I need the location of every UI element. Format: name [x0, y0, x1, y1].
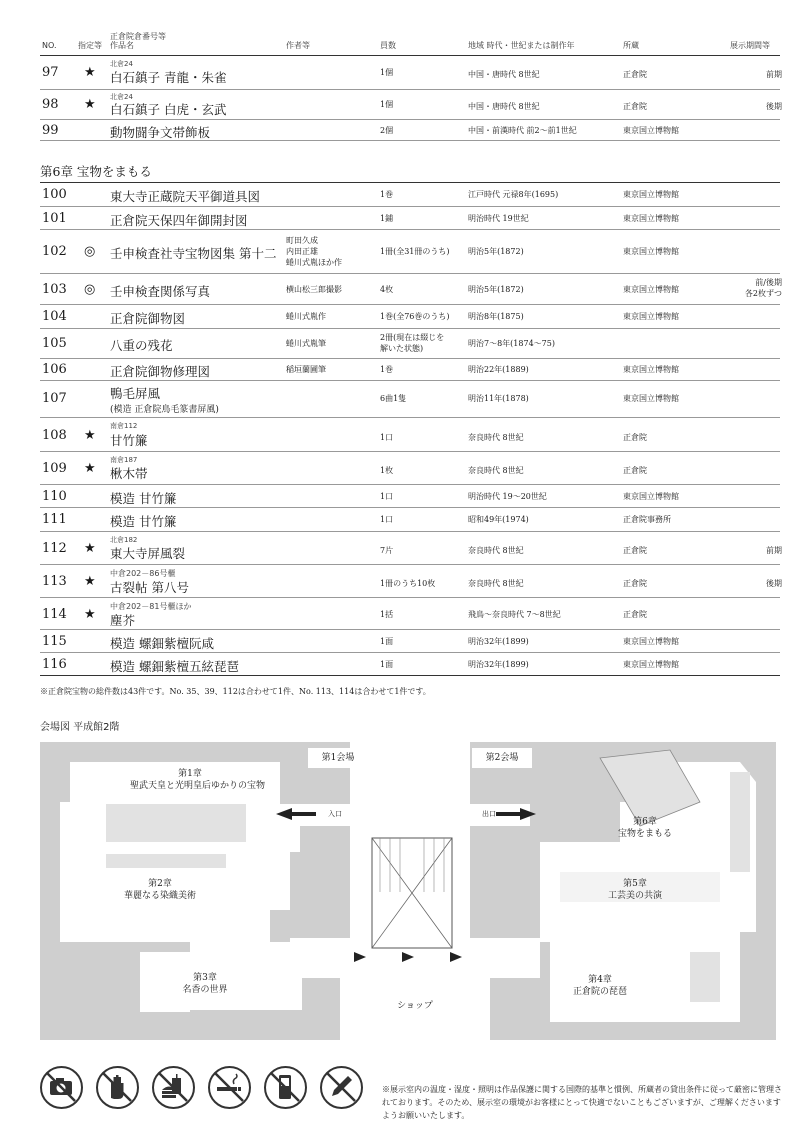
no-touch-icon — [96, 1066, 139, 1109]
quantity: 7片 — [380, 546, 394, 555]
row-no: 106 — [42, 362, 67, 377]
chapter4-label — [560, 974, 640, 998]
chapter2-label — [110, 878, 210, 902]
chapter3-title: 名香の世界 — [182, 985, 228, 995]
owner: 東京国立博物館 — [623, 190, 679, 199]
designation-mark: ★ — [84, 607, 96, 622]
chapter2-num: 第2章 — [148, 879, 172, 889]
work-title: 塵芥 — [110, 613, 136, 628]
period: 江戸時代 元禄8年(1695) — [468, 190, 559, 199]
work-title: 模造 甘竹簾 — [110, 514, 177, 529]
owner: 正倉院 — [623, 546, 647, 555]
author: 蜷川式胤作 — [286, 312, 326, 321]
entrance-label: 入口 — [328, 810, 342, 818]
col-no: NO. — [42, 41, 57, 50]
period: 明治8年(1875) — [468, 312, 524, 321]
work-subtitle: (模造 正倉院鳥毛篆書屏風) — [110, 405, 219, 415]
designation-mark: ◎ — [84, 244, 96, 259]
period: 明治時代 19世紀 — [468, 214, 529, 223]
chapter3-label — [170, 972, 240, 996]
footnote: ※正倉院宝物の総件数は43件です。No. 35、39、112は合わせて1件、No. 113、114は合わせて1件です。 — [40, 687, 431, 696]
work-title: 東大寺屏風裂 — [110, 546, 186, 561]
row-no: 104 — [42, 309, 67, 324]
storage-no: 北倉24 — [110, 60, 133, 68]
col-author: 作者等 — [286, 41, 310, 50]
work-title: 甘竹簾 — [110, 433, 148, 448]
author: 町田久成 内田正雄 蜷川式胤ほか作 — [286, 236, 342, 267]
work-title: 正倉院天保四年御開封図 — [110, 213, 248, 228]
table-row — [40, 451, 780, 484]
designation-mark: ★ — [84, 97, 96, 112]
row-no: 111 — [42, 512, 67, 527]
author: 横山松三郎撮影 — [286, 285, 342, 294]
quantity: 1巻 — [380, 365, 394, 374]
work-title: 動物闘争文帯飾板 — [110, 125, 211, 140]
period: 奈良時代 8世紀 — [468, 579, 524, 588]
exhibit-period: 前期 — [766, 70, 782, 79]
period: 明治時代 19～20世紀 — [468, 492, 547, 501]
owner: 正倉院 — [623, 466, 647, 475]
owner: 正倉院 — [623, 102, 647, 111]
table-row — [40, 89, 780, 119]
owner: 正倉院 — [623, 70, 647, 79]
chapter-heading: 第6章 宝物をまもる — [40, 164, 152, 179]
owner: 正倉院 — [623, 579, 647, 588]
period: 中国・唐時代 8世紀 — [468, 102, 540, 111]
quantity: 6曲1隻 — [380, 394, 407, 403]
designation-mark: ★ — [84, 428, 96, 443]
quantity: 1巻 — [380, 190, 394, 199]
owner: 東京国立博物館 — [623, 394, 679, 403]
table-row — [40, 484, 780, 507]
period: 明治5年(1872) — [468, 247, 524, 256]
owner: 東京国立博物館 — [623, 365, 679, 374]
col-exhibit: 展示期間等 — [730, 41, 770, 50]
row-no: 101 — [42, 211, 67, 226]
row-no: 102 — [42, 244, 67, 259]
quantity: 4枚 — [380, 285, 394, 294]
work-title: 壬申検査関係写真 — [110, 284, 211, 299]
table-row — [40, 564, 780, 597]
owner: 東京国立博物館 — [623, 660, 679, 669]
period: 中国・唐時代 8世紀 — [468, 70, 540, 79]
row-no: 115 — [42, 634, 67, 649]
quantity: 1面 — [380, 660, 394, 669]
quantity: 1口 — [380, 492, 394, 501]
chapter5-label — [600, 878, 670, 902]
period: 明治11年(1878) — [468, 394, 529, 403]
table-row — [40, 417, 780, 451]
chapter5-num: 第5章 — [623, 879, 647, 889]
quantity: 2冊(現在は綴じを 解いた状態) — [380, 333, 445, 353]
owner: 東京国立博物館 — [623, 492, 679, 501]
chapter4-title: 正倉院の琵琶 — [572, 987, 627, 997]
storage-no: 北倉182 — [110, 536, 138, 544]
table-row — [40, 507, 780, 531]
chapter1-num: 第1章 — [178, 769, 202, 779]
owner: 正倉院事務所 — [623, 515, 671, 524]
designation-mark: ★ — [84, 574, 96, 589]
exhibit-period: 前/後期 各2枚ずつ — [744, 278, 782, 298]
owner: 正倉院 — [623, 610, 647, 619]
period: 明治32年(1899) — [468, 637, 529, 646]
designation-mark: ★ — [84, 65, 96, 80]
quantity: 1口 — [380, 433, 394, 442]
work-title: 模造 甘竹簾 — [110, 491, 177, 506]
work-title: 模造 螺鈿紫檀五絃琵琶 — [110, 659, 239, 674]
table-row — [40, 531, 780, 564]
table-row — [40, 119, 780, 141]
col-quantity: 員数 — [380, 41, 396, 50]
shop-label: ショップ — [397, 1001, 433, 1011]
chapter6-num: 第6章 — [633, 817, 657, 827]
author: 蜷川式胤筆 — [286, 339, 326, 348]
row-no: 105 — [42, 336, 67, 351]
owner: 東京国立博物館 — [623, 126, 679, 135]
chapter1-label — [130, 768, 266, 792]
floor-map — [40, 742, 776, 1040]
owner: 正倉院 — [623, 433, 647, 442]
row-no: 100 — [42, 187, 67, 202]
row-no: 98 — [42, 97, 59, 112]
chapter6-label — [610, 816, 680, 840]
period: 中国・前漢時代 前2～前1世紀 — [468, 126, 577, 135]
quantity: 1口 — [380, 515, 394, 524]
table-row — [40, 597, 780, 629]
owner: 東京国立博物館 — [623, 214, 679, 223]
exit-label: 出口 — [482, 810, 496, 818]
disclaimer: ※展示室内の温度・湿度・照明は作品保護に関する国際的基準と慣例、所蔵者の貸出条件に従って厳密に管理されております。そのため、展示室の環境がお客様にとって快適でないこともございますが、ご理解くださいますようお願いいたします。 — [382, 1085, 782, 1120]
table-row — [40, 229, 780, 273]
table-header — [0, 32, 800, 54]
table-row — [40, 328, 780, 358]
work-title: 楸木帯 — [110, 466, 148, 481]
period: 奈良時代 8世紀 — [468, 433, 524, 442]
row-no: 114 — [42, 607, 67, 622]
work-title: 鴨毛屏風 — [110, 386, 161, 401]
table-row — [40, 629, 780, 652]
table-row — [40, 358, 780, 380]
row-no: 103 — [42, 282, 67, 297]
table-row — [40, 273, 780, 304]
col-storage: 正倉院倉番号等 — [110, 32, 166, 41]
period: 奈良時代 8世紀 — [468, 466, 524, 475]
work-title: 模造 螺鈿紫檀阮咸 — [110, 636, 214, 651]
owner: 東京国立博物館 — [623, 247, 679, 256]
storage-no: 中倉202－81号櫃ほか — [110, 602, 192, 611]
exhibit-period: 前期 — [766, 546, 782, 555]
exhibit-period: 後期 — [766, 102, 782, 111]
row-no: 110 — [42, 489, 67, 504]
designation-mark: ◎ — [84, 282, 96, 297]
quantity: 1冊(全31冊のうち) — [380, 247, 450, 256]
no-camera-icon — [40, 1066, 83, 1109]
no-food-icon — [152, 1066, 195, 1109]
period: 明治32年(1899) — [468, 660, 529, 669]
row-no: 109 — [42, 461, 67, 476]
period: 明治5年(1872) — [468, 285, 524, 294]
col-designation: 指定等 — [78, 41, 102, 50]
map-title: 会場図 平成館2階 — [40, 722, 120, 733]
work-title: 古裂帖 第八号 — [110, 580, 189, 595]
quantity: 1枚 — [380, 466, 394, 475]
quantity: 1括 — [380, 610, 394, 619]
chapter6-title: 宝物をまもる — [617, 829, 672, 839]
col-period: 地域 時代・世紀または制作年 — [468, 41, 575, 50]
work-title: 八重の残花 — [110, 338, 173, 353]
hall2-label: 第2会場 — [485, 753, 519, 763]
table-row — [40, 55, 780, 89]
storage-no: 南倉112 — [110, 422, 138, 430]
period: 飛鳥～奈良時代 7～8世紀 — [468, 610, 561, 619]
author: 稲垣蘭圃筆 — [286, 365, 326, 374]
row-no: 112 — [42, 541, 67, 556]
work-title: 正倉院御物図 — [110, 311, 186, 326]
designation-mark: ★ — [84, 541, 96, 556]
work-title: 東大寺正蔵院天平御道具図 — [110, 189, 261, 204]
owner: 東京国立博物館 — [623, 285, 679, 294]
quantity: 1冊のうち10枚 — [380, 579, 436, 588]
period: 昭和49年(1974) — [468, 515, 529, 524]
row-no: 99 — [42, 123, 59, 138]
exhibit-period: 後期 — [766, 579, 782, 588]
quantity: 1面 — [380, 637, 394, 646]
row-no: 113 — [42, 574, 67, 589]
quantity: 1個 — [380, 68, 394, 77]
hall1-label: 第1会場 — [321, 753, 355, 763]
col-owner: 所蔵 — [623, 41, 639, 50]
table-row — [40, 206, 780, 229]
row-no: 97 — [42, 65, 59, 80]
chapter3-num: 第3章 — [193, 973, 217, 983]
work-title: 正倉院御物修理図 — [110, 364, 211, 379]
table-row — [40, 304, 780, 328]
work-title: 白石鎮子 青龍・朱雀 — [110, 70, 227, 85]
chapter4-num: 第4章 — [588, 975, 612, 985]
designation-mark: ★ — [84, 461, 96, 476]
quantity: 1巻(全76巻のうち) — [380, 312, 450, 321]
owner: 東京国立博物館 — [623, 312, 679, 321]
owner: 東京国立博物館 — [623, 637, 679, 646]
no-smoking-icon — [208, 1066, 251, 1109]
table-row — [40, 652, 780, 676]
storage-no: 南倉187 — [110, 456, 138, 464]
chapter5-title: 工芸美の共演 — [607, 891, 662, 901]
chapter2-title: 華麗なる染織美術 — [123, 891, 196, 901]
period: 奈良時代 8世紀 — [468, 546, 524, 555]
work-title: 白石鎮子 白虎・玄武 — [110, 102, 227, 117]
quantity: 1鋪 — [380, 214, 394, 223]
work-title: 壬申検査社寺宝物図集 第十二 — [110, 246, 277, 261]
no-phone-icon — [264, 1066, 307, 1109]
storage-no: 中倉202－86号櫃 — [110, 569, 176, 578]
row-no: 107 — [42, 391, 67, 406]
period: 明治22年(1889) — [468, 365, 529, 374]
table-row — [40, 380, 780, 417]
quantity: 2個 — [380, 126, 394, 135]
period: 明治7～8年(1874～75) — [468, 339, 555, 348]
no-pen-icon — [320, 1066, 363, 1109]
quantity: 1個 — [380, 100, 394, 109]
storage-no: 北倉24 — [110, 93, 133, 101]
chapter1-title: 聖武天皇と光明皇后ゆかりの宝物 — [130, 781, 266, 791]
table-row — [40, 182, 780, 206]
col-title: 作品名 — [110, 41, 134, 50]
row-no: 116 — [42, 657, 67, 672]
row-no: 108 — [42, 428, 67, 443]
